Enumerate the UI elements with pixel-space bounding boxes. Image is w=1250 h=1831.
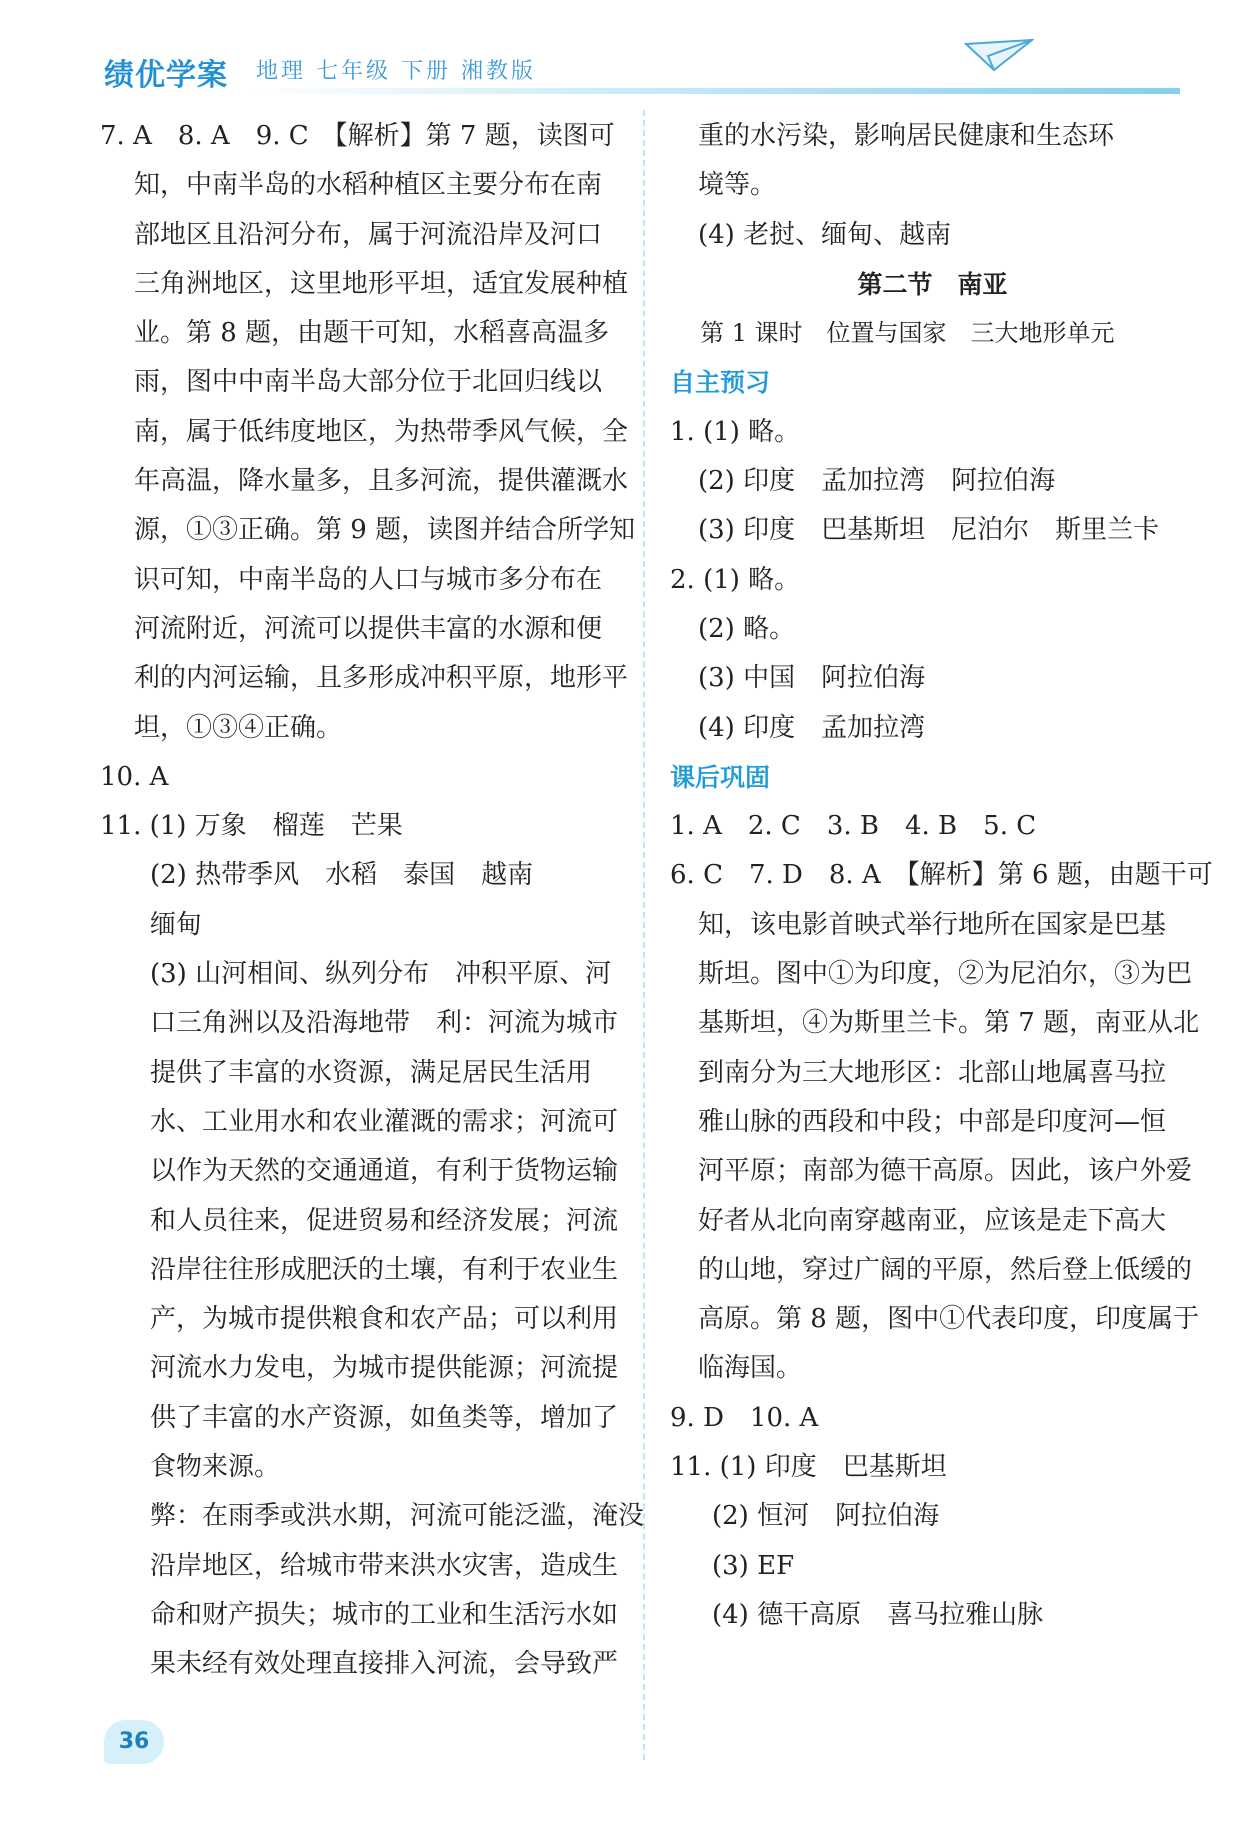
answer-line: (4) 印度 孟加拉湾: [698, 712, 926, 743]
answer-line: (3) 中国 阿拉伯海: [698, 663, 926, 694]
answer-line: 命和财产损失；城市的工业和生活污水如: [150, 1599, 619, 1630]
answer-line: 河平原；南部为德干高原。因此，该户外爱: [698, 1156, 1193, 1187]
answer-line: 2. (1) 略。: [670, 564, 801, 595]
book-subtitle: 地理 七年级 下册 湘教版: [256, 59, 536, 84]
lesson-title: 第 1 课时 位置与国家 三大地形单元: [700, 319, 1115, 348]
answer-line: 临海国。: [698, 1353, 803, 1384]
answer-line: 高原。第 8 题，图中①代表印度，印度属于: [698, 1304, 1200, 1335]
answer-line: 知，该电影首映式举行地所在国家是巴基: [698, 909, 1167, 940]
answer-line: 口三角洲以及沿海地带 利：河流为城市: [150, 1008, 619, 1039]
answer-line: 缅甸: [150, 909, 203, 940]
answer-line: 和人员往来，促进贸易和经济发展；河流: [150, 1205, 619, 1236]
answer-line: 11. (1) 印度 巴基斯坦: [670, 1452, 947, 1483]
answer-line: 6. C 7. D 8. A 【解析】第 6 题，由题干可: [670, 860, 1213, 891]
answer-line: 好者从北向南穿越南亚，应该是走下高大: [698, 1205, 1167, 1236]
page-header: [96, 40, 1180, 96]
answer-line: 产，为城市提供粮食和农产品；可以利用: [150, 1304, 619, 1335]
answer-line: 11. (1) 万象 榴莲 芒果: [100, 811, 403, 842]
answer-line: (2) 恒河 阿拉伯海: [712, 1501, 940, 1532]
answer-line: 1. A 2. C 3. B 4. B 5. C: [670, 811, 1037, 842]
answer-line: 南，属于低纬度地区，为热带季风气候，全: [134, 416, 629, 447]
answer-line: 年高温，降水量多，且多河流，提供灌溉水: [134, 466, 629, 497]
answer-line: 境等。: [698, 170, 777, 201]
answer-line: 以作为天然的交通通道，有利于货物运输: [150, 1156, 619, 1187]
answer-line: 坦，①③④正确。: [134, 712, 343, 743]
answer-line: 提供了丰富的水资源，满足居民生活用: [150, 1057, 593, 1088]
answer-line: (2) 印度 孟加拉湾 阿拉伯海: [698, 466, 1056, 497]
answer-line: 基斯坦，④为斯里兰卡。第 7 题，南亚从北: [698, 1008, 1200, 1039]
answer-line: 河流附近，河流可以提供丰富的水源和便: [134, 613, 603, 644]
answer-line: 10. A: [100, 761, 169, 792]
answer-line: 供了丰富的水产资源，如鱼类等，增加了: [150, 1402, 619, 1433]
answer-line: 雅山脉的西段和中段；中部是印度河—恒: [698, 1106, 1167, 1137]
answer-line: 的山地，穿过广阔的平原，然后登上低缓的: [698, 1254, 1193, 1285]
answer-line: 到南分为三大地形区：北部山地属喜马拉: [698, 1057, 1167, 1088]
answer-line: 弊：在雨季或洪水期，河流可能泛滥，淹没: [150, 1501, 645, 1532]
answer-line: 利的内河运输，且多形成冲积平原，地形平: [134, 663, 629, 694]
section-title: 第二节 南亚: [857, 269, 1008, 299]
subsection-heading: 自主预习: [670, 368, 771, 398]
answer-line: 知，中南半岛的水稻种植区主要分布在南: [134, 170, 603, 201]
left-column: [100, 112, 645, 1690]
answer-line: 斯坦。图中①为印度，②为尼泊尔，③为巴: [698, 959, 1193, 990]
answer-line: 三角洲地区，这里地形平坦，适宜发展种植: [134, 268, 629, 299]
right-column: [670, 112, 1213, 1640]
answer-line: (4) 德干高原 喜马拉雅山脉: [712, 1599, 1044, 1630]
answer-line: (3) EF: [712, 1550, 795, 1581]
book-logo: 绩优学案: [104, 58, 228, 93]
answer-line: (2) 热带季风 水稻 泰国 越南: [150, 860, 534, 891]
page-number: 36: [104, 1720, 164, 1764]
answer-line: 重的水污染，影响居民健康和生态环: [698, 121, 1115, 151]
answer-line: 7. A 8. A 9. C 【解析】第 7 题，读图可: [100, 121, 615, 151]
answer-line: 水、工业用水和农业灌溉的需求；河流可: [150, 1106, 619, 1137]
answer-line: 食物来源。: [150, 1452, 281, 1483]
header-band: [246, 88, 1180, 94]
answer-line: 雨，图中中南半岛大部分位于北回归线以: [134, 367, 603, 398]
answer-line: 业。第 8 题，由题干可知，水稻喜高温多: [134, 318, 610, 349]
answer-line: (3) 山河相间、纵列分布 冲积平原、河: [150, 959, 612, 990]
answer-line: (4) 老挝、缅甸、越南: [698, 219, 952, 250]
answer-line: (2) 略。: [698, 613, 796, 644]
answer-line: 部地区且沿河分布，属于河流沿岸及河口: [134, 219, 603, 250]
answer-line: 果未经有效处理直接排入河流，会导致严: [150, 1649, 619, 1680]
answer-line: (3) 印度 巴基斯坦 尼泊尔 斯里兰卡: [698, 515, 1160, 546]
answer-line: 1. (1) 略。: [670, 416, 801, 447]
answer-line: 源，①③正确。第 9 题，读图并结合所学知: [134, 515, 636, 546]
answer-line: 河流水力发电，为城市提供能源；河流提: [150, 1353, 619, 1384]
answer-line: 沿岸往往形成肥沃的土壤，有利于农业生: [150, 1254, 619, 1285]
subsection-heading: 课后巩固: [670, 762, 771, 792]
answer-line: 识可知，中南半岛的人口与城市多分布在: [134, 564, 603, 595]
answer-line: 沿岸地区，给城市带来洪水灾害，造成生: [150, 1550, 619, 1581]
paper-plane-icon: [964, 36, 1034, 76]
answer-line: 9. D 10. A: [670, 1402, 819, 1433]
